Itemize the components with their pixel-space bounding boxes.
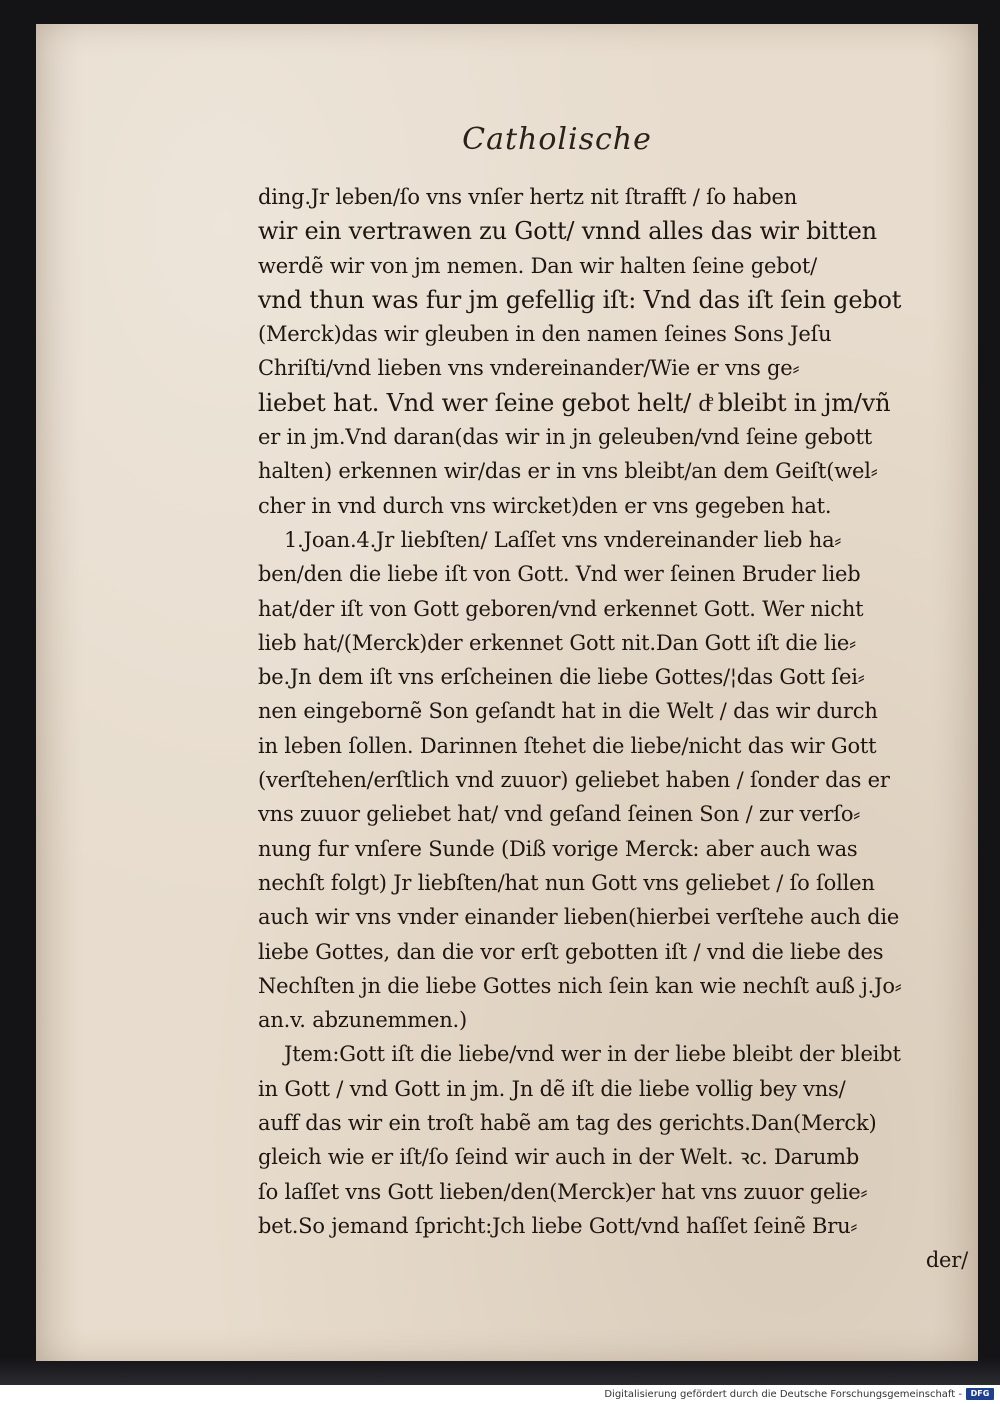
running-head: Catholische [462,122,652,157]
text-line: ding.Jr leben/ſo vns vnſer hertz nit ſtrafft / ſo haben [258,185,798,209]
text-line: liebet hat. Vnd wer ſeine gebot helt/ dͤ bleibt in jm/vñ [258,388,891,417]
text-line: cher in vnd durch vns wircket)den er vns gegeben hat. [258,493,832,518]
text-line: hat/der iſt von Gott geboren/vnd erkennet Gott. Wer nicht [258,596,864,621]
text-line: vns zuuor geliebet hat/ vnd geſand ſeinen Son / zur verſo⸗ [258,802,861,827]
text-line: nung fur vnſere Sunde (Diß vorige Merck: aber auch was [258,836,858,861]
text-line: 1.Joan.4.Jr liebſten/ Laſſet vns vndereinander lieb ha⸗ [284,527,842,552]
text-line: auff das wir ein troſt habẽ am tag des gerichts.Dan(Merck) [258,1111,877,1136]
text-line: er in jm.Vnd daran(das wir in jn geleuben/vnd ſeine gebott [258,425,872,450]
text-line: vnd thun was fur jm gefellig iſt: Vnd das iſt ſein gebot [258,285,902,314]
footer-bar [0,1385,1000,1404]
text-line: nechſt folgt) Jr liebſten/hat nun Gott vns geliebet / ſo ſollen [258,870,875,895]
text-line: Chriſti/vnd lieben vns vndereinander/Wie er vns ge⸗ [258,356,800,381]
text-line: gleich wie er iſt/ſo ſeind wir auch in der Welt. ꝛc. Darumb [258,1145,860,1170]
text-line: halten) erkennen wir/das er in vns bleibt/an dem Geiſt(wel⸗ [258,459,878,484]
text-line: in Gott / vnd Gott in jm. Jn dẽ iſt die liebe vollig bey vns/ [258,1076,846,1101]
text-line: (verſtehen/erſtlich vnd zuuor) geliebet haben / ſonder das er [258,768,890,793]
text-line: lieb hat/(Merck)der erkennet Gott nit.Dan Gott iſt die lie⸗ [258,630,856,655]
text-line: in leben ſollen. Darinnen ſtehet die liebe/nicht das wir Gott [258,733,877,758]
text-line: liebe Gottes, dan die vor erſt gebotten iſt / vnd die liebe des [258,939,884,964]
text-line: ſo laſſet vns Gott lieben/den(Merck)er hat vns zuuor gelie⸗ [258,1179,868,1204]
text-line: wir ein vertrawen zu Gott/ vnnd alles das wir bitten [258,217,877,246]
text-line: auch wir vns vnder einander lieben(hierbei verſtehe auch die [258,905,900,930]
dfg-logo-icon: DFG [966,1388,994,1400]
text-line: Jtem:Gott iſt die liebe/vnd wer in der liebe bleibt der bleibt [284,1042,901,1067]
text-line: nen eingebornẽ Son geſandt hat in die Welt / das wir durch [258,699,878,724]
book-page [36,24,978,1361]
text-line: (Merck)das wir gleuben in den namen ſeines Sons Jeſu [258,322,832,347]
text-line: bet.So jemand ſpricht:Jch liebe Gott/vnd haſſet ſeinẽ Bru⸗ [258,1213,858,1238]
text-line: Nechſten jn die liebe Gottes nich ſein kan wie nechſt auß j.Jo⸗ [258,973,902,998]
catchword: der/ [925,1248,968,1273]
text-line: ben/den die liebe iſt von Gott. Vnd wer ſeinen Bruder lieb [258,562,861,587]
funding-credit: Digitalisierung gefördert durch die Deutsche Forschungsgemeinschaft - [604,1389,962,1400]
text-line: be.Jn dem iſt vns erſcheinen die liebe Gottes/¦das Gott ſei⸗ [258,665,865,690]
text-line: werdẽ wir von jm nemen. Dan wir halten ſeine gebot/ [258,253,817,278]
text-line: an.v. abzunemmen.) [258,1008,467,1033]
body-text [258,180,976,1278]
